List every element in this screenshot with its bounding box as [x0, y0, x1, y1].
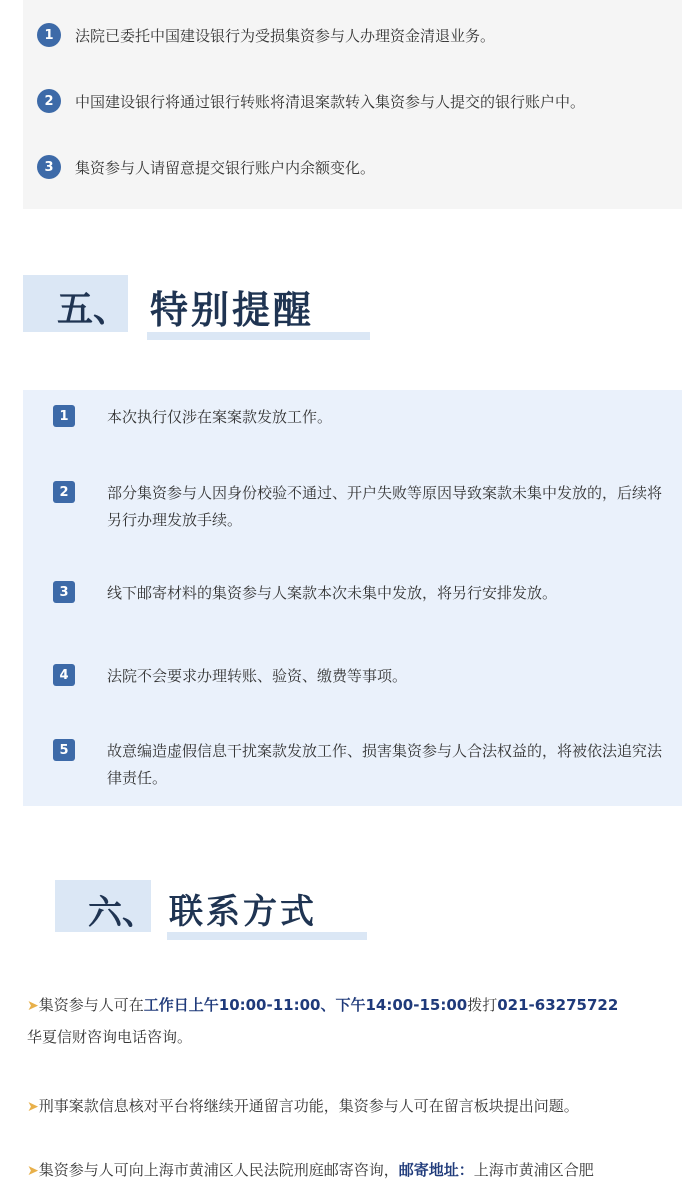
mail-address-label: 邮寄地址：	[398, 1161, 474, 1179]
contact-item-mail	[27, 1155, 687, 1187]
section-number: 六、	[88, 893, 156, 933]
contact-item-phone	[27, 990, 687, 1053]
process-item-3	[37, 153, 375, 181]
number-badge-4: 4	[53, 664, 75, 686]
contact-item-message-board	[27, 1091, 687, 1123]
process-item-2	[37, 87, 585, 115]
process-item-1	[37, 21, 495, 49]
service-hours: 工作日上午10:00-11:00、下午14:00-15:00	[143, 996, 468, 1014]
number-badge-3: 3	[37, 155, 61, 179]
arrow-bullet-icon: ➤	[27, 998, 39, 1014]
number-badge-1: 1	[53, 405, 75, 427]
reminder-text: 故意编造虚假信息干扰案款发放工作、损害集资参与人合法权益的，将被依法追究法律责任。	[107, 742, 663, 787]
section-number: 五、	[57, 288, 130, 330]
contact-text: 刑事案款信息核对平台将继续开通留言功能，集资参与人可在留言板块提出问题。	[38, 1097, 579, 1115]
contact-text: 华夏信财咨询电话咨询。	[27, 1028, 193, 1046]
contact-text: 集资参与人可在	[38, 996, 144, 1014]
contact-text: 集资参与人可向上海市黄浦区人民法院刑庭邮寄咨询，	[38, 1161, 399, 1179]
process-item-text: 法院已委托中国建设银行为受损集资参与人办理资金清退业务。	[75, 26, 496, 45]
process-item-text: 集资参与人请留意提交银行账户内余额变化。	[75, 158, 376, 177]
arrow-bullet-icon: ➤	[27, 1099, 39, 1115]
reminder-text: 部分集资参与人因身份校验不通过、开户失败等原因导致案款未集中发放的，后续将另行办理发放手续。	[107, 484, 663, 529]
number-badge-1: 1	[37, 23, 61, 47]
number-badge-5: 5	[53, 739, 75, 761]
number-badge-2: 2	[53, 481, 75, 503]
section-title-underline	[167, 932, 367, 940]
section-title: 联系方式	[169, 892, 317, 932]
process-item-text: 中国建设银行将通过银行转账将清退案款转入集资参与人提交的银行账户中。	[75, 92, 586, 111]
arrow-bullet-icon: ➤	[27, 1163, 39, 1179]
number-badge-2: 2	[37, 89, 61, 113]
contact-text: 拨打	[467, 996, 498, 1014]
reminder-text: 线下邮寄材料的集资参与人案款本次未集中发放，将另行安排发放。	[107, 584, 558, 602]
phone-number[interactable]: 021-63275722	[497, 996, 619, 1014]
section-title: 特别提醒	[150, 287, 315, 332]
reminder-text: 法院不会要求办理转账、验资、缴费等事项。	[107, 667, 408, 685]
number-badge-3: 3	[53, 581, 75, 603]
mail-address: 上海市黄浦区合肥	[473, 1161, 594, 1179]
reminder-text: 本次执行仅涉在案案款发放工作。	[107, 408, 333, 426]
